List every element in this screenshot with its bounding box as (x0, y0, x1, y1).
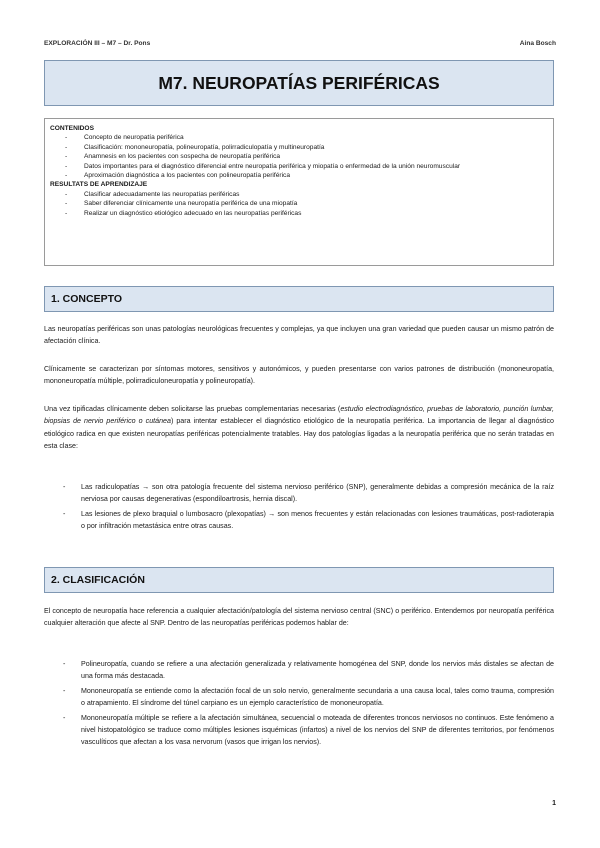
list-item: - Aproximación diagnóstica a los pacientes con polineuropatía periférica (50, 171, 548, 180)
contents-box (44, 118, 554, 266)
text-span: ) para intentar establecer el diagnóstico etiológico de la neuropatía periférica. La importancia de llegar al diagnóstico etiológico radica en que existen neuropatías periféricas potencialmente tratables. Hay dos patologías ligadas a la neuropatía periférica que no serán tratadas en esta clase: (44, 417, 554, 451)
list-item: - Las lesiones de plexo braquial o lumbosacro (plexopatías) → son menos frecuentes y están relacionadas con lesiones traumáticas, post-radioterapia o por infiltración metastásica entre otras causas. (44, 508, 554, 533)
resultados-list (50, 190, 548, 218)
list-item: - Mononeuropatía se entiende como la afectación focal de un solo nervio, generalmente secundaria a una causa local, tales como trauma, compresión o atrapamiento. El síndrome del túnel carpiano es un ejemplo característico de mononeuropatía. (44, 685, 554, 710)
list-item: - Clasificar adecuadamente las neuropatías periféricas (50, 190, 548, 199)
paragraph: El concepto de neuropatía hace referencia a cualquier afectación/patología del sistema nervioso central (SNC) o periférico. Entendemos por neuropatía periférica cualquier alteración que afecte al SNP. Dentro de las neuropatías periféricas podemos hablar de: (44, 607, 554, 628)
pathology-list (44, 481, 554, 535)
resultados-heading: RESULTATS DE APRENDIZAJE (50, 181, 148, 189)
list-item: - Saber diferenciar clínicamente una neuropatía periférica de una miopatía (50, 199, 548, 208)
list-item: - Realizar un diagnóstico etiológico adecuado en las neuropatías periféricas (50, 209, 548, 218)
paragraph (44, 403, 554, 453)
section-heading-clasificacion: 2. CLASIFICACIÓN (44, 567, 554, 593)
header-author: Aina Bosch (519, 40, 556, 47)
contenidos-heading: CONTENIDOS (50, 125, 94, 132)
italic-span: estudio electrodiagnóstico, pruebas de laboratorio, punción lumbar, biopsias de nervio periférico o cutánea (44, 405, 555, 426)
list-item: - Mononeuropatía múltiple se refiere a la afectación simultánea, secuencial o moteada de diferentes troncos nerviosos no continuos. Este fenómeno a nivel histopatológico se traduce como múltiples lesiones isquémicas (infartos) a nivel de los nervios del SNP de diferentes territorios, por fenómenos vasculíticos que afectan a los vasa nervorum (vasos que irrigan los nervios). (44, 712, 554, 749)
list-item: - Clasificación: mononeuropatía, polineuropatía, polirradiculopatía y multineuropatía (50, 143, 548, 152)
page-number: 1 (552, 800, 556, 807)
list-item: - Concepto de neuropatía periférica (50, 133, 548, 142)
text-span: Una vez tipificadas clínicamente deben solicitarse las pruebas complementarias necesarias ( (44, 405, 341, 413)
paragraph: Las neuropatías periféricas son unas patologías neurológicas frecuentes y complejas, ya que incluyen una gran variedad que pueden causar un mismo patrón de afectación clínica. (44, 325, 554, 346)
contenidos-list (50, 133, 548, 180)
document-title: M7. NEUROPATÍAS PERIFÉRICAS (44, 60, 554, 106)
list-item: - Anamnesis en los pacientes con sospecha de neuropatía periférica (50, 152, 548, 161)
list-item: - Polineuropatía, cuando se refiere a una afectación generalizada y relativamente homogénea del SNP, donde los nervios más distales se afectan de una forma más destacada. (44, 658, 554, 683)
paragraph: Clínicamente se caracterizan por síntomas motores, sensitivos y autonómicos, y pueden presentarse con varios patrones de distribución (mononeuropatía, mononeuropatía múltiple, polirradiculoneuropatía y polineuropatía). (44, 365, 554, 386)
list-item: - Las radiculopatías → son otra patología frecuente del sistema nervioso periférico (SNP), generalmente debidas a compresión mecánica de la raíz nerviosa por causas degenerativas (espondiloartrosis, hernia discal). (44, 481, 554, 506)
page-header (44, 40, 556, 47)
classification-list (44, 658, 554, 751)
list-item: - Datos importantes para el diagnóstico diferencial entre neuropatía periférica y miopatía o enfermedad de la unión neuromuscular (50, 162, 548, 171)
section-heading-concepto: 1. CONCEPTO (44, 286, 554, 312)
header-left: EXPLORACIÓN III – M7 – Dr. Pons (44, 40, 151, 47)
